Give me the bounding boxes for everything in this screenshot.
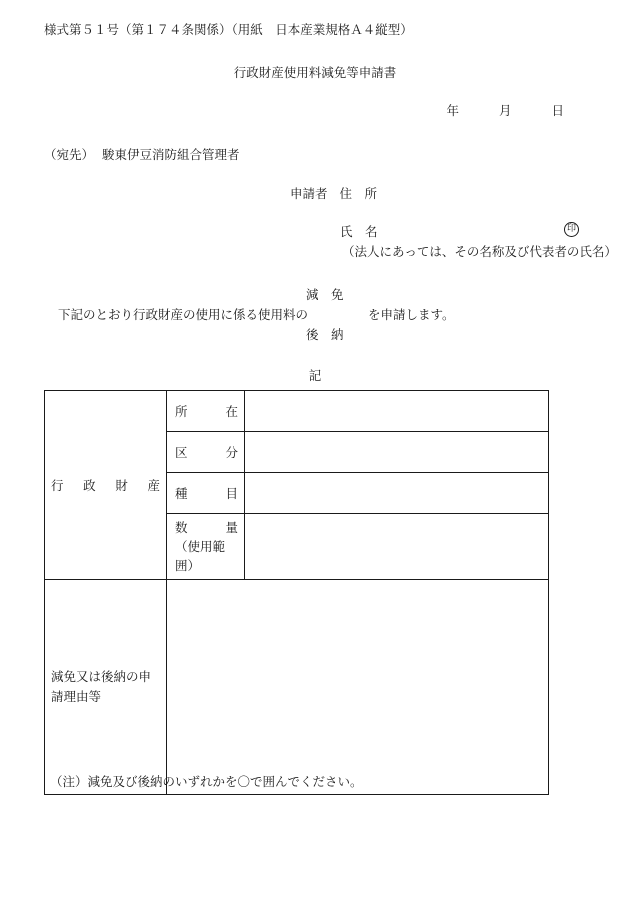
type-field[interactable] [245,473,549,514]
quantity-label-cell: 数 量 （使用範囲） [167,514,245,580]
form-number: 様式第５１号（第１７４条関係）（用紙 日本産業規格Ａ４縦型） [44,22,413,37]
date-year-label: 年 [446,103,459,118]
addressee-name: 駿東伊豆消防組合管理者 [102,147,240,162]
addressee-label: （宛先） [44,147,95,162]
type-label-cell: 種 目 [167,473,245,514]
option-deferred: 後 納 [306,327,344,342]
location-field[interactable] [245,391,549,432]
property-label-cell [45,391,167,580]
applicant-address-row [290,184,377,202]
address-label: 住 所 [339,186,378,201]
date-line [446,101,564,119]
option-exemption: 減 免 [306,287,344,302]
category-field[interactable] [245,432,549,473]
request-sentence-before: 下記のとおり行政財産の使用に係る使用料の [58,307,309,322]
location-label-cell: 所 在 [167,391,245,432]
table-row [45,391,549,432]
form-title: 行政財産使用料減免等申請書 [233,65,397,80]
request-sentence-after: を申請します。 [368,307,455,322]
reason-field[interactable] [167,580,549,795]
applicant-label: 申請者 [290,186,328,201]
category-label-cell: 区 分 [167,432,245,473]
ki-heading: 記 [308,368,322,383]
date-month-label: 月 [498,103,512,118]
addressee [44,145,240,163]
footnote: （注）減免及び後納のいずれかを〇で囲んでください。 [50,774,363,789]
property-label: 行 政 財 産 [51,478,160,493]
date-day-label: 日 [551,103,564,118]
corporation-note: （法人にあっては、その名称及び代表者の氏名） [342,244,617,259]
reason-label-cell: 減免又は後納の申請理由等 [45,580,167,795]
table-row [45,580,549,795]
quantity-field[interactable] [245,514,549,580]
seal-mark: 印 [564,222,579,237]
applicant-name-label: 氏 名 [340,224,378,239]
usage-range-label: （使用範囲） [175,539,226,573]
application-table [44,390,549,795]
request-sentence [58,305,455,323]
